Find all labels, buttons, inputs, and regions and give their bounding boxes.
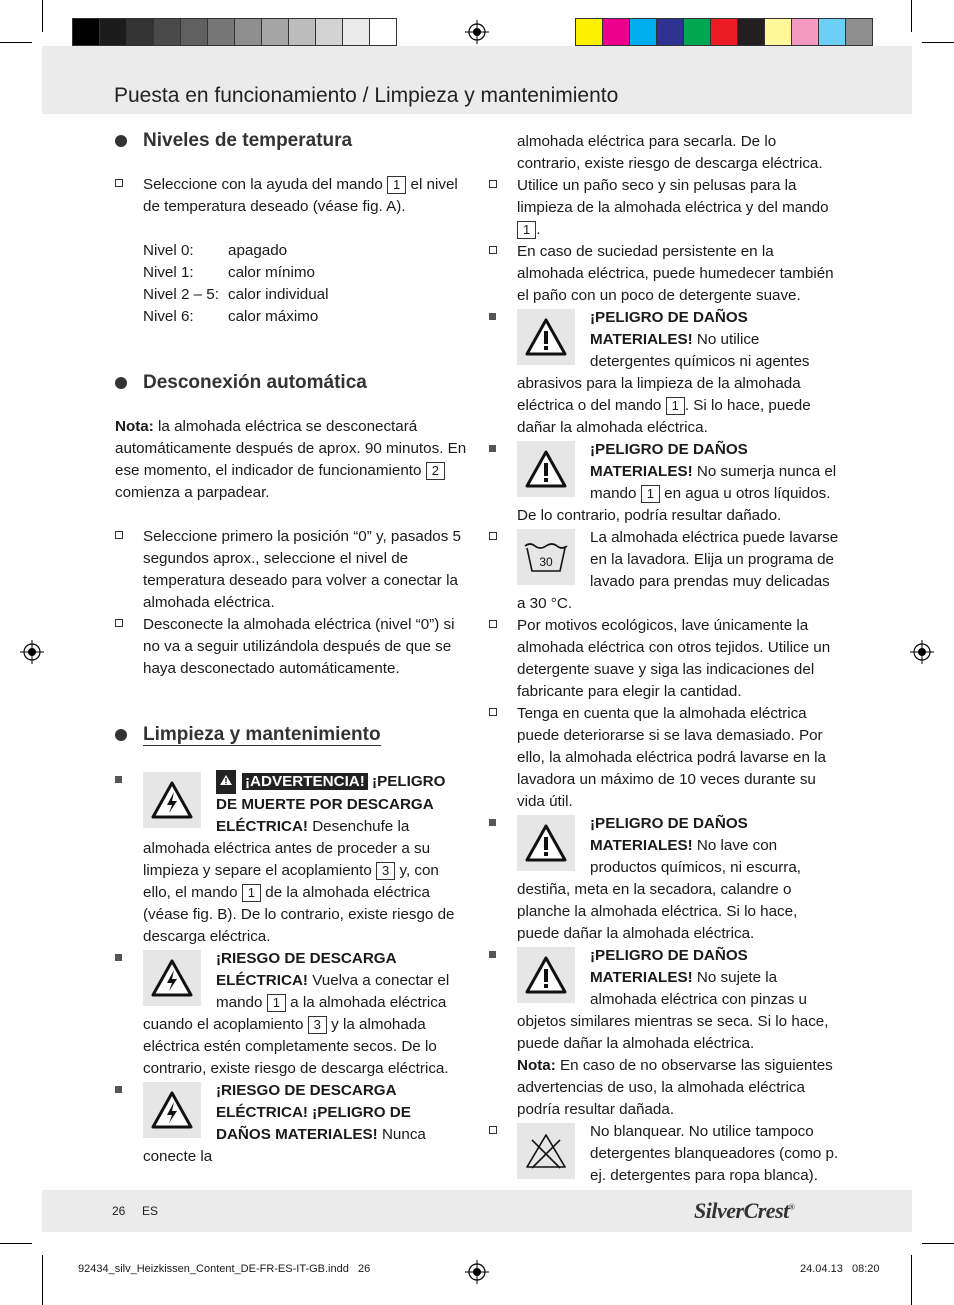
list-item: No blanquear. No utilice tampoco detergentes blanqueadores (como p. ej. detergentes para ropa blanca). (489, 1121, 841, 1187)
list-item: 30 La almohada eléctrica puede lavarse en la lavadora. Elija un programa de lavado para prendas muy delicadas a 30 °C. (489, 527, 841, 615)
brand-logo: SilverCrest® (694, 1198, 795, 1223)
electric-hazard-icon (143, 950, 201, 1006)
color-swatch (342, 18, 370, 46)
warning-icon (517, 441, 575, 497)
electric-hazard-icon (143, 1082, 201, 1138)
warning-item: ¡RIESGO DE DESCARGA ELÉCTRICA! ¡PELIGRO DE DAÑOS MATERIALES! Nunca conecte la (115, 1080, 467, 1168)
slug-date: 24.04.13 08:20 (800, 1263, 880, 1275)
section-heading: Niveles de temperatura (115, 128, 467, 154)
damage-warning-item: ¡PELIGRO DE DAÑOS MATERIALES! No sumerja nunca el mando 1 en agua u otros líquidos. De lo contrario, podría resultar dañado. (489, 439, 841, 527)
warning-triangle-icon (216, 770, 236, 794)
left-column (115, 128, 467, 1168)
svg-text:30: 30 (539, 555, 553, 569)
level-value: calor individual (228, 286, 329, 303)
crop-mark (0, 1243, 32, 1244)
color-swatch (126, 18, 154, 46)
list-item: Tenga en cuenta que la almohada eléctrica puede deteriorarse si se lava demasiado. Por ello, la almohada eléctrica podrá lavarse en la lavadora un máximo de 10 veces durante su vida útil. (489, 703, 841, 813)
crop-mark (42, 1255, 43, 1305)
note-paragraph: Nota: En caso de no observarse las siguientes advertencias de uso, la almohada eléctrica podría resultar dañada. (517, 1057, 833, 1118)
page-number: 26 (112, 1204, 126, 1218)
table-row (143, 306, 328, 328)
list-item: Utilice un paño seco y sin pelusas para la limpieza de la almohada eléctrica y del mando 1 . (489, 175, 841, 241)
color-swatch (737, 18, 765, 46)
registration-mark-icon (20, 640, 44, 664)
crop-mark (922, 42, 954, 43)
section-heading: Limpieza y mantenimiento (115, 722, 467, 748)
color-swatch (315, 18, 343, 46)
color-swatch (656, 18, 684, 46)
color-swatch (180, 18, 208, 46)
page-header (42, 46, 912, 114)
warning-icon (517, 815, 575, 871)
registration-mark-icon (910, 640, 934, 664)
wash-30-icon (517, 529, 575, 585)
page-title: Puesta en funcionamiento / Limpieza y mantenimiento (114, 84, 619, 107)
list-item: Por motivos ecológicos, lave únicamente la almohada eléctrica con otros tejidos. Utilice un detergente suave y siga las indicaciones del fabricante para elegir la cantidad. (489, 615, 841, 703)
list-item: Seleccione con la ayuda del mando 1 el nivel de temperatura deseado (véase fig. A). (115, 174, 467, 218)
color-swatch (602, 18, 630, 46)
crop-mark (911, 0, 912, 32)
table-row (143, 262, 328, 284)
list-item: En caso de suciedad persistente en la almohada eléctrica, puede humedecer también el paño con un poco de detergente suave. (489, 241, 841, 307)
damage-warning-item: ¡PELIGRO DE DAÑOS MATERIALES! No utilice detergentes químicos ni agentes abrasivos para la limpieza de la almohada eléctrica o del mando 1 . Si lo hace, puede dañar la almohada eléctrica. (489, 307, 841, 439)
color-swatch (369, 18, 397, 46)
color-swatch (261, 18, 289, 46)
paragraph: almohada eléctrica para secarla. De lo contrario, existe riesgo de descarga eléctrica. (517, 133, 823, 172)
level-value: calor mínimo (228, 264, 315, 281)
level-label: Nivel 1: (143, 264, 194, 281)
right-column (489, 131, 841, 1187)
list-item: Seleccione primero la posición “0” y, pasados 5 segundos aprox., seleccione el nivel de temperatura deseado para volver a conectar la almohada eléctrica. (115, 526, 467, 614)
color-swatch (72, 18, 100, 46)
grayscale-bar (72, 18, 396, 46)
electric-hazard-icon (143, 772, 201, 828)
level-value: calor máximo (228, 308, 319, 325)
color-swatch (288, 18, 316, 46)
note-paragraph: Nota: la almohada eléctrica se desconectará automáticamente después de aprox. 90 minutos. En ese momento, el indicador de funcionamiento 2 comienza a parpadear. (115, 418, 467, 501)
level-label: Nivel 2 – 5: (143, 286, 219, 303)
color-swatch (207, 18, 235, 46)
crop-mark (922, 1243, 954, 1244)
registration-mark-icon (465, 1260, 489, 1284)
color-swatch (791, 18, 819, 46)
color-swatch (234, 18, 262, 46)
color-swatch (845, 18, 873, 46)
color-swatch (764, 18, 792, 46)
slug-file: 92434_silv_Heizkissen_Content_DE-FR-ES-IT-GB.indd 26 (78, 1263, 371, 1275)
table-row (143, 240, 328, 262)
color-swatch (683, 18, 711, 46)
crop-mark (42, 0, 43, 32)
color-swatch (629, 18, 657, 46)
table-row (143, 284, 328, 306)
crop-mark (911, 1255, 912, 1305)
no-bleach-icon (517, 1123, 575, 1179)
registration-mark-icon (465, 20, 489, 44)
warning-icon (517, 309, 575, 365)
warning-icon (517, 947, 575, 1003)
color-swatch (99, 18, 127, 46)
section-heading: Desconexión automática (115, 370, 467, 396)
color-swatch (710, 18, 738, 46)
color-swatch (818, 18, 846, 46)
damage-warning-item: ¡PELIGRO DE DAÑOS MATERIALES! No lave con productos químicos, ni escurra, destiña, meta en la secadora, calandre o planche la almohada eléctrica. Si lo hace, puede dañar la almohada eléctrica. (489, 813, 841, 945)
temperature-levels-table (143, 240, 328, 328)
level-label: Nivel 0: (143, 242, 194, 259)
page-footer (42, 1190, 912, 1232)
crop-mark (0, 42, 32, 43)
color-bar (575, 18, 872, 46)
color-swatch (153, 18, 181, 46)
warning-item: ¡RIESGO DE DESCARGA ELÉCTRICA! Vuelva a conectar el mando 1 a la almohada eléctrica cuando el acoplamiento 3 y la almohada eléctrica estén completamente secos. De lo contrario, existe riesgo de descarga eléctrica. (115, 948, 467, 1080)
language-code: ES (142, 1204, 159, 1218)
warning-item: ¡ADVERTENCIA! ¡PELIGRO DE MUERTE POR DESCARGA ELÉCTRICA! Desenchufe la almohada eléctrica antes de proceder a su limpieza y separe el acoplamiento 3 y, con ello, el mando 1 de la almohada eléctrica (véase fig. B). De lo contrario, existe riesgo de descarga eléctrica. (115, 770, 467, 948)
list-item: Desconecte la almohada eléctrica (nivel “0”) si no va a seguir utilizándola después de que se haya desconectado automáticamente. (115, 614, 467, 680)
color-swatch (575, 18, 603, 46)
damage-warning-item: ¡PELIGRO DE DAÑOS MATERIALES! No sujete la almohada eléctrica con pinzas u objetos similares mientras se seca. Si lo hace, puede dañar la almohada eléctrica. (489, 945, 841, 1055)
level-label: Nivel 6: (143, 308, 194, 325)
level-value: apagado (228, 242, 288, 259)
